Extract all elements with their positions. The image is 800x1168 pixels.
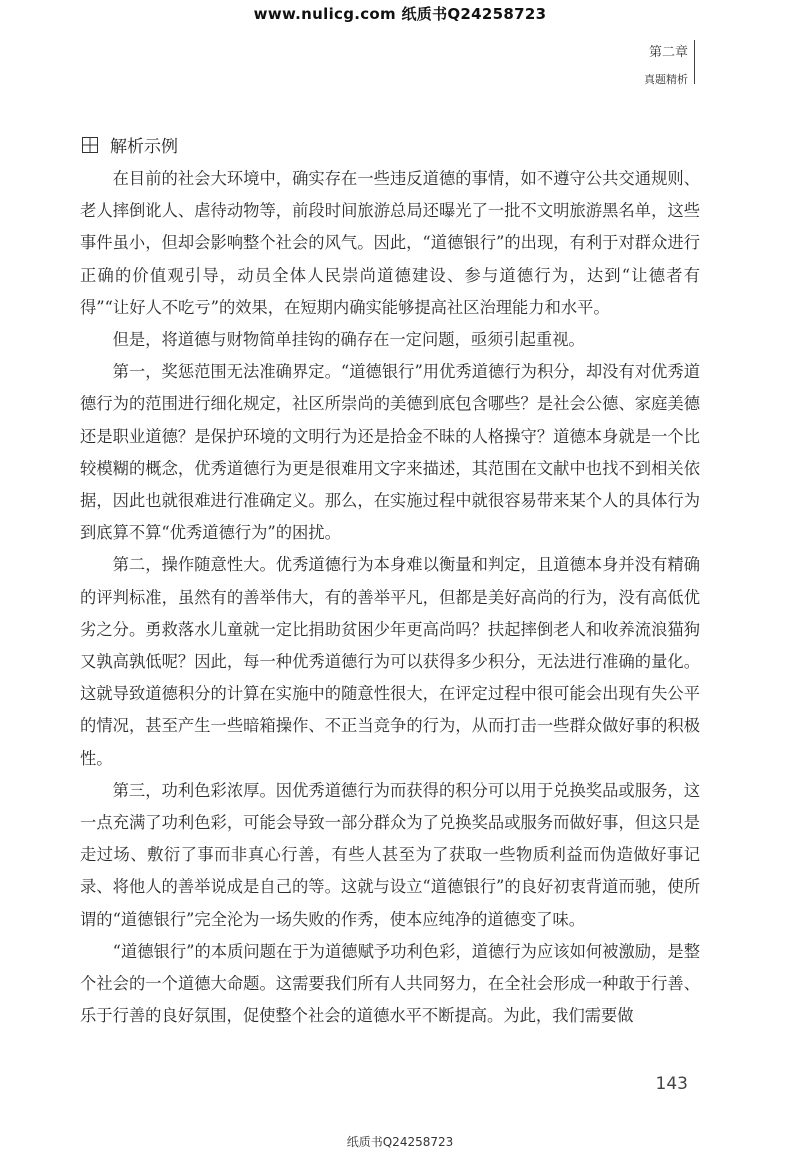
paragraph: 第二，操作随意性大。优秀道德行为本身难以衡量和判定，且道德本身并没有精确的评判标准，虽然有的善举伟大，有的善举平凡，但都是美好高尚的行为，没有高低优劣之分。勇救落水儿童就一定比捐助贫困少年更高尚吗？扶起摔倒老人和收养流浪猫狗又孰高孰低呢？因此，每一种优秀道德行为可以获得多少积分，无法进行准确的量化。这就导致道德积分的计算在实施中的随意性很大，在评定过程中很可能会出现有失公平的情况，甚至产生一些暗箱操作、不正当竞争的行为，从而打击一些群众做好事的积极性。 [80,555,700,768]
grid-square-icon [82,137,98,153]
paragraph: 第一，奖惩范围无法准确界定。“道德银行”用优秀道德行为积分，却没有对优秀道德行为的范围进行细化规定，社区所崇尚的美德到底包含哪些？是社会公德、家庭美德还是职业道德？是保护环境的文明行为还是拾金不昧的人格操守？道德本身就是一个比较模糊的概念，优秀道德行为更是很难用文字来描述，其范围在文献中也找不到相关依据，因此也就很难进行准确定义。那么，在实施过程中就很容易带来某个人的具体行为到底算不算“优秀道德行为”的困扰。 [80,362,700,543]
section-heading [82,132,178,157]
chapter-subtitle: 真题精析 [644,73,688,86]
paragraph: 但是，将道德与财物简单挂钩的确存在一定问题，亟须引起重视。 [112,330,585,350]
header-divider [694,40,695,84]
running-header [644,44,688,88]
paragraph: 第三，功利色彩浓厚。因优秀道德行为而获得的积分可以用于兑换奖品或服务，这一点充满了功利色彩，可能会导致一部分群众为了兑换奖品或服务而做好事，但这只是走过场、敷衍了事而非真心行善，有些人甚至为了获取一些物质利益而伪造做好事记录、将他人的善举说成是自己的等。这就与设立“道德银行”的良好初衷背道而驰，使所谓的“道德银行”完全沦为一场失败的作秀，使本应纯净的道德变了味。 [80,780,700,929]
paragraph: “道德银行”的本质问题在于为道德赋予功利色彩，道德行为应该如何被激励，是整个社会的一个道德大命题。这需要我们所有人共同努力，在全社会形成一种敢于行善、乐于行善的良好氛围，促使整个社会的道德水平不断提高。为此，我们需要做 [80,941,700,1026]
chapter-title: 第二章 [648,45,688,60]
section-title: 解析示例 [110,137,178,157]
top-watermark: www.nulicg.com 纸质书Q24258723 [253,5,547,23]
bottom-watermark: 纸质书Q24258723 [346,1135,454,1149]
page-number: 143 [655,1074,688,1094]
paragraph: 在目前的社会大环境中，确实存在一些违反道德的事情，如不遵守公共交通规则、老人摔倒讹人、虐待动物等，前段时间旅游总局还曝光了一批不文明旅游黑名单，这些事件虽小，但却会影响整个社会的风气。因此，“道德银行”的出现，有利于对群众进行正确的价值观引导，动员全体人民崇尚道德建设、参与道德行为，达到“让德者有得”“让好人不吃亏”的效果，在短期内确实能够提高社区治理能力和水平。 [80,169,700,317]
body-text [80,163,700,1032]
